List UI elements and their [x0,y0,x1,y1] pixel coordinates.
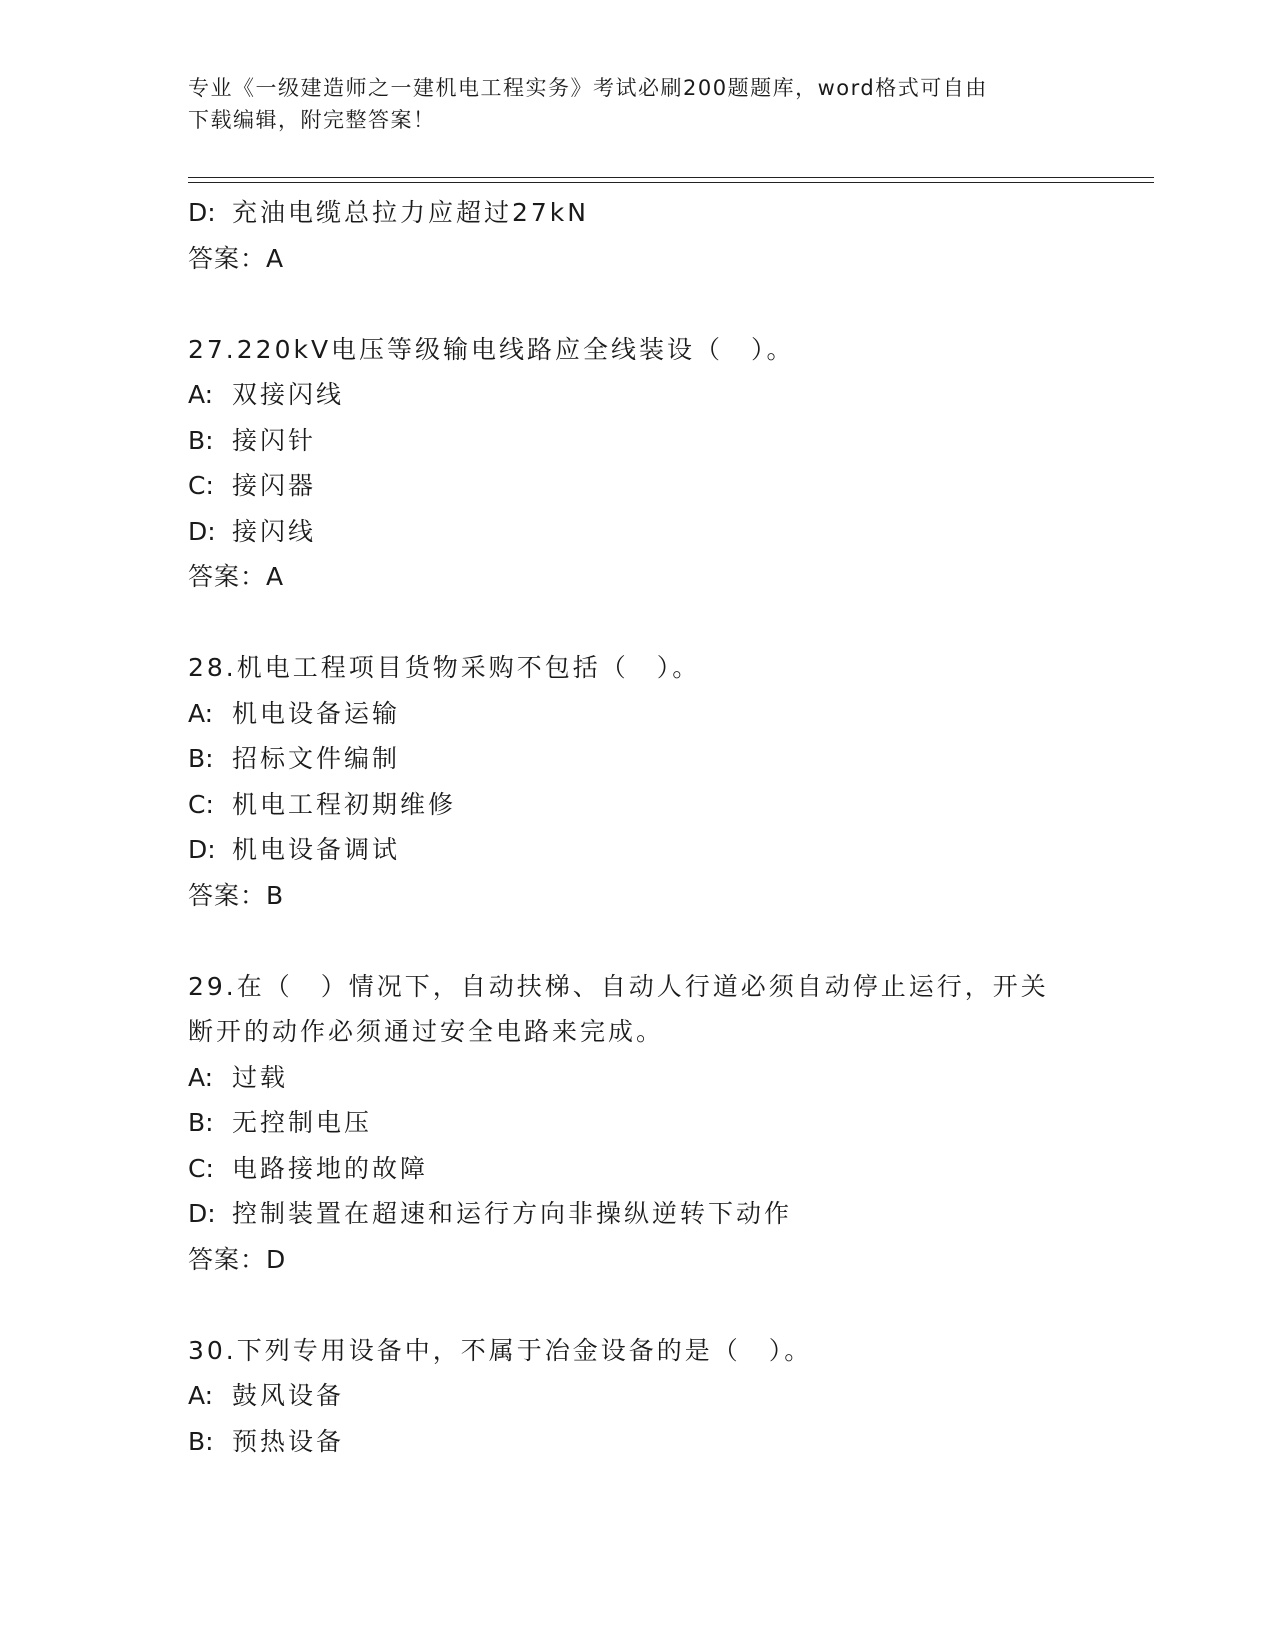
option-letter: C: [188,471,214,500]
option-text: 过载 [232,1062,289,1092]
option-text: 无控制电压 [232,1108,373,1137]
question-stem: 28.机电工程项目货物采购不包括（ ）。 [188,653,701,682]
option-letter: B: [188,744,214,773]
option-text: 招标文件编制 [232,744,401,773]
option-text: 机电设备运输 [232,698,401,728]
spacer [188,600,1128,646]
question-stem: 29.在（ ）情况下，自动扶梯、自动人行道必须自动停止运行，开关 [188,971,1049,1001]
question-stem: 27.220kV电压等级输电线路应全线装设（ ）。 [188,334,795,364]
answer-line: 答案：A [188,562,285,591]
option-text: 电路接地的故障 [232,1153,429,1183]
option-line [188,1146,1128,1192]
option-letter: C: [188,1153,214,1183]
option-line [188,1191,1128,1237]
question-list [188,190,1128,1464]
option-line [188,1373,1128,1419]
option-letter: B: [188,1108,214,1137]
spacer [188,281,1128,327]
option-letter: B: [188,425,214,455]
answer-line: 答案：D [188,1244,287,1274]
option-text: 控制装置在超速和运行方向非操纵逆转下动作 [232,1199,793,1228]
option-letter: D: [188,1199,216,1228]
option-letter: A: [188,698,214,728]
option-line [188,509,1128,555]
option-line [188,418,1128,464]
option-line [188,1419,1128,1465]
option-line [188,372,1128,418]
option-letter: A: [188,380,214,409]
option-letter: A: [188,1062,214,1092]
option-letter: B: [188,1426,214,1456]
answer-line: 答案：A [188,243,285,273]
spacer [188,1282,1128,1328]
option-text: 预热设备 [232,1426,345,1456]
option-line [188,190,1128,236]
option-text: 接闪器 [232,471,317,500]
option-text: 机电设备调试 [232,835,401,864]
option-letter: C: [188,789,214,819]
option-text: 接闪针 [232,425,317,455]
spacer [188,918,1128,964]
option-line [188,1055,1128,1101]
question-stem: 30.下列专用设备中，不属于冶金设备的是（ ）。 [188,1335,813,1365]
option-text: 双接闪线 [232,380,345,409]
option-line [188,1100,1128,1146]
document-header [188,72,1078,136]
option-text: 充油电缆总拉力应超过27kN [232,198,589,227]
question-stem-continued: 断开的动作必须通过安全电路来完成。 [188,1017,665,1046]
option-line [188,782,1128,828]
option-text: 接闪线 [232,516,317,546]
option-line [188,463,1128,509]
option-letter: D: [188,835,216,864]
header-line-1: 专业《一级建造师之一建机电工程实务》考试必刷200题题库，word格式可自由 [188,76,988,100]
option-line [188,691,1128,737]
option-letter: D: [188,516,216,546]
option-letter: A: [188,1381,214,1410]
header-divider-bottom [188,182,1154,183]
option-text: 机电工程初期维修 [232,789,457,819]
option-line [188,736,1128,782]
answer-line: 答案：B [188,880,285,910]
option-line [188,827,1128,873]
option-letter: D: [188,198,216,227]
option-text: 鼓风设备 [232,1381,345,1410]
header-line-2: 下载编辑，附完整答案！ [188,108,436,132]
header-divider-top [188,177,1154,178]
